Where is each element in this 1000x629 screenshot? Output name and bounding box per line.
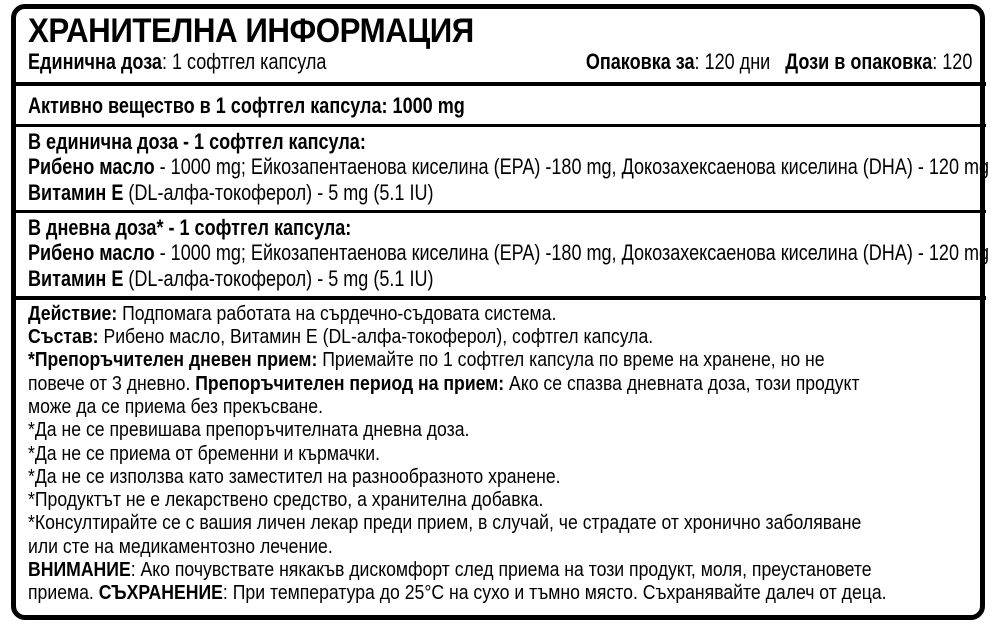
divider (14, 296, 986, 300)
recommended-period-line (28, 372, 860, 395)
divider (14, 82, 986, 86)
single-dose-vitamin-e (28, 181, 433, 205)
warning-item: *Продуктът не е лекарствено средство, а хранителна добавка. (28, 488, 544, 511)
recommended-intake-label: *Препоръчителен дневен прием: (28, 348, 318, 371)
package-info (585, 50, 972, 74)
attention-line (28, 558, 872, 581)
daily-dose-fish-oil (28, 241, 989, 265)
daily-dose-vitamin-e (28, 267, 433, 291)
action-label: Действие: (28, 302, 118, 325)
warning-item: *Да не се използва като заместител на разнообразното хранене. (28, 465, 561, 488)
vitamin-e-label: Витамин Е (28, 180, 124, 205)
single-dose-fish-oil (28, 155, 989, 179)
doses-label: Дози в опаковка (784, 49, 932, 74)
storage-text: : При температура до 25°С на сухо и тъмно място. Съхранявайте далеч от деца. (222, 581, 887, 604)
recommended-intake-text: Приемайте по 1 софтгел капсула по време на хранене, но не (317, 348, 825, 371)
action-text: Подпомага работата на сърдечно-съдовата система. (117, 302, 557, 325)
active-substance: Активно вещество в 1 софтгел капсула: 1000 mg (28, 93, 465, 118)
vitamin-e-value: (DL-алфа-токоферол) - 5 mg (5.1 IU) (123, 266, 434, 291)
single-dose-heading: В единична доза - 1 софтгел капсула: (28, 129, 366, 154)
recommended-intake-text-2: повече от 3 дневно. (28, 372, 196, 395)
recommended-period-line-2: може да се приема без прекъсване. (28, 395, 323, 418)
fish-oil-label: Рибено масло (28, 154, 155, 179)
warning-item-continued: или сте на медикаментозно лечение. (28, 535, 333, 558)
recommended-period-label: Препоръчителен период на прием: (195, 372, 505, 395)
warning-item: *Да не се превишава препоръчителната дневна доза. (28, 418, 470, 441)
attention-text-2: приема. (28, 581, 99, 604)
storage-line (28, 581, 887, 604)
attention-label: ВНИМАНИЕ (28, 558, 131, 581)
divider (14, 210, 986, 213)
composition-text: Рибено масло, Витамин Е (DL-алфа-токоферол), софтгел капсула. (98, 325, 654, 348)
page-title: ХРАНИТЕЛНА ИНФОРМАЦИЯ (28, 12, 474, 50)
vitamin-e-value: (DL-алфа-токоферол) - 5 mg (5.1 IU) (123, 180, 434, 205)
serving-label: Единична доза (28, 49, 162, 74)
vitamin-e-label: Витамин Е (28, 266, 124, 291)
composition-label: Състав: (28, 325, 99, 348)
doses-value: : 120 (931, 49, 972, 74)
recommended-intake-line (28, 348, 825, 371)
warning-item: *Да не се приема от бременни и кърмачки. (28, 442, 381, 465)
storage-label: СЪХРАНЕНИЕ (98, 581, 223, 604)
package-label: Опаковка за (585, 49, 695, 74)
divider (14, 124, 986, 127)
composition-line (28, 325, 653, 348)
package-value: : 120 дни (694, 49, 770, 74)
serving-size (28, 50, 326, 74)
fish-oil-label: Рибено масло (28, 240, 155, 265)
warning-item: *Консултирайте се с вашия личен лекар преди прием, в случай, че страдате от хронично заболяване (28, 511, 862, 534)
fish-oil-value: - 1000 mg; Ейкозапентаенова киселина (EPA) -180 mg, Докозахексаенова киселина (DHA) - 120 mg (154, 154, 990, 179)
daily-dose-heading: В дневна доза* - 1 софтгел капсула: (28, 215, 352, 240)
action-line (28, 302, 556, 325)
attention-text: : Ако почувствате някакъв дискомфорт след приема на този продукт, моля, преустановете (130, 558, 872, 581)
recommended-period-text: Ако се спазва дневната доза, този продукт (504, 372, 860, 395)
fish-oil-value: - 1000 mg; Ейкозапентаенова киселина (EPA) -180 mg, Докозахексаенова киселина (DHA) - 120 mg (154, 240, 990, 265)
serving-value: : 1 софтгел капсула (161, 49, 327, 74)
